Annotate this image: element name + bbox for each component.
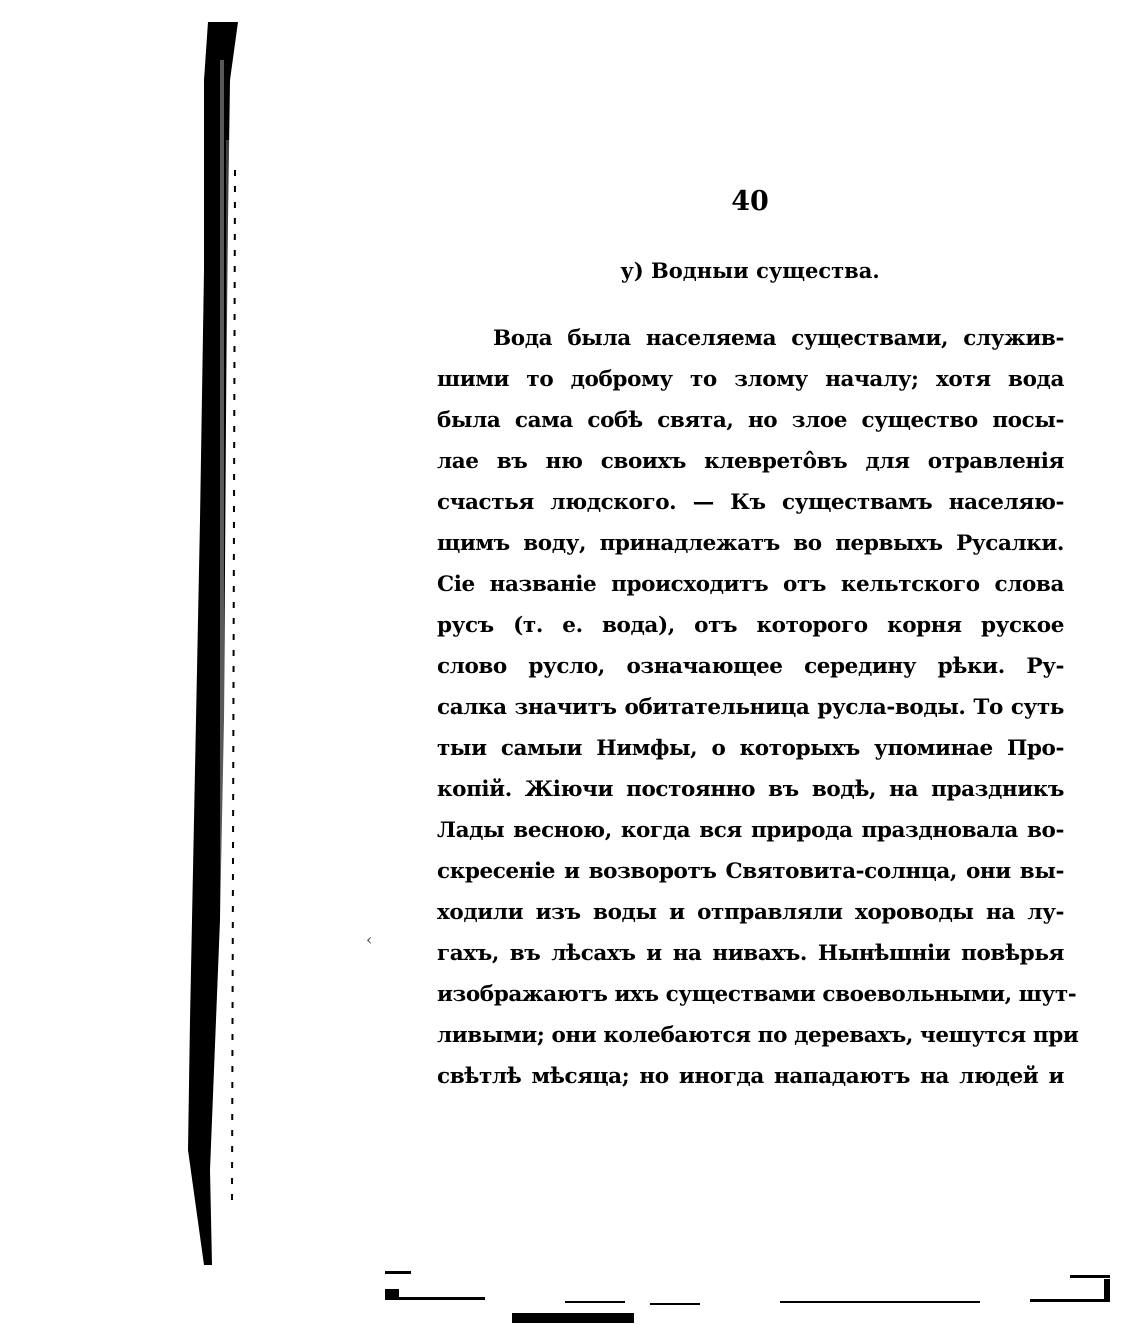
text-line: ходили изъ воды и отправляли хороводы на лу- — [437, 900, 1064, 925]
body-paragraph — [437, 318, 1079, 1097]
text-line: ливыми; они колебаются по деревахъ, чешутся при — [437, 1023, 1079, 1048]
text-line: изображаютъ ихъ существами своевольными, шут- — [437, 982, 1077, 1007]
scan-edge-artifact — [380, 1265, 1120, 1335]
text-line: лае въ ню своихъ клевретôвъ для отравленія — [437, 449, 1064, 474]
text-line: была сама собѣ свята, но злое существо посы- — [437, 408, 1064, 433]
text-line: копій. Жіючи постоянно въ водѣ, на праздникъ — [437, 777, 1064, 802]
text-line: русъ (т. е. вода), отъ которого корня руское — [437, 613, 1064, 638]
text-line: Лады весною, когда вся природа праздновала во- — [437, 818, 1064, 843]
binding-gutter-shadow — [180, 20, 250, 1270]
text-line: щимъ воду, принадлежатъ во первыхъ Русалки. — [437, 531, 1064, 556]
text-line: скресеніе и возворотъ Святовита-солнца, они вы- — [437, 859, 1064, 884]
text-line: шими то доброму то злому началу; хотя вода — [437, 367, 1064, 392]
page-number: 40 — [731, 186, 769, 217]
text-line: свѣтлѣ мѣсяца; но иногда нападаютъ на людей и — [437, 1064, 1064, 1089]
section-heading: у) Водныи существа. — [620, 258, 880, 283]
text-line: гахъ, въ лѣсахъ и на нивахъ. Нынѣшніи повѣрья — [437, 941, 1064, 966]
text-line: тыи самыи Нимфы, о которыхъ упоминае Про- — [437, 736, 1064, 761]
text-line: слово русло, означающее середину рѣки. Ру- — [437, 654, 1064, 679]
text-line: салка значитъ обитательница русла-воды. То суть — [437, 695, 1064, 720]
text-line: Сіе названіе происходитъ отъ кельтского слова — [437, 572, 1064, 597]
text-line: Вода была населяема существами, служив- — [493, 326, 1064, 351]
text-line: счастья людского. — Къ существамъ населяю- — [437, 490, 1064, 515]
margin-speck: ‹ — [366, 930, 373, 949]
